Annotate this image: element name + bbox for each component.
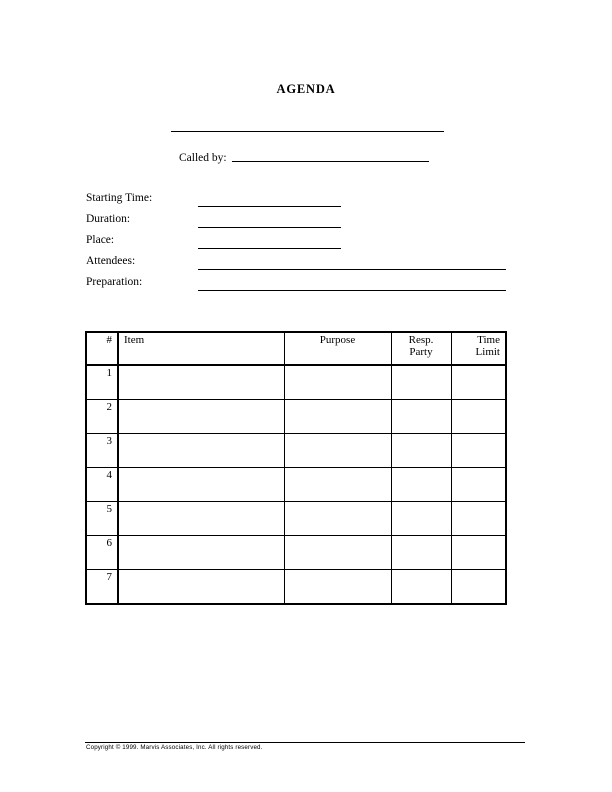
field-row-duration — [86, 213, 526, 234]
cell-purpose[interactable] — [284, 468, 391, 502]
cell-item[interactable] — [118, 400, 284, 434]
cell-time-limit[interactable] — [451, 570, 506, 605]
cell-number: 7 — [86, 570, 118, 605]
table-row — [86, 536, 506, 570]
field-row-place — [86, 234, 526, 255]
cell-item[interactable] — [118, 502, 284, 536]
cell-number: 4 — [86, 468, 118, 502]
field-row-attendees — [86, 255, 526, 276]
footer-divider — [85, 742, 525, 743]
cell-item[interactable] — [118, 365, 284, 400]
column-header-time-limit — [451, 332, 506, 365]
cell-time-limit[interactable] — [451, 365, 506, 400]
meeting-details-fields — [86, 192, 526, 297]
table-row — [86, 570, 506, 605]
column-header-item: Item — [118, 332, 284, 365]
table-row — [86, 365, 506, 400]
cell-purpose[interactable] — [284, 536, 391, 570]
called-by-row — [179, 146, 509, 164]
field-blank-line-attendees[interactable] — [198, 269, 506, 270]
cell-time-limit[interactable] — [451, 400, 506, 434]
cell-purpose[interactable] — [284, 434, 391, 468]
field-row-starting-time — [86, 192, 526, 213]
field-blank-line-preparation[interactable] — [198, 290, 506, 291]
agenda-table-body — [86, 365, 506, 604]
meeting-name-blank-line[interactable] — [171, 131, 444, 132]
cell-number: 2 — [86, 400, 118, 434]
column-header-resp-party-line2: Party — [409, 346, 433, 359]
column-header-time-limit-line1: Time — [477, 334, 500, 346]
copyright-notice: Copyright © 1999. Marvis Associates, Inc. All rights reserved. — [86, 744, 263, 751]
field-blank-line-duration[interactable] — [198, 227, 341, 228]
cell-number: 1 — [86, 365, 118, 400]
agenda-items-table — [85, 331, 507, 605]
field-label-place: Place: — [86, 234, 115, 246]
table-row — [86, 468, 506, 502]
cell-purpose[interactable] — [284, 570, 391, 605]
cell-resp-party[interactable] — [391, 400, 451, 434]
field-label-attendees: Attendees: — [86, 255, 136, 267]
field-label-duration: Duration: — [86, 213, 131, 225]
table-row — [86, 400, 506, 434]
column-header-resp-party-line1: Resp. — [408, 334, 434, 346]
cell-time-limit[interactable] — [451, 468, 506, 502]
cell-time-limit[interactable] — [451, 434, 506, 468]
field-row-preparation — [86, 276, 526, 297]
cell-item[interactable] — [118, 536, 284, 570]
field-blank-line-starting-time[interactable] — [198, 206, 341, 207]
called-by-blank-line[interactable] — [232, 161, 429, 162]
cell-item[interactable] — [118, 468, 284, 502]
called-by-label: Called by: — [179, 152, 227, 164]
cell-resp-party[interactable] — [391, 365, 451, 400]
cell-resp-party[interactable] — [391, 434, 451, 468]
cell-purpose[interactable] — [284, 365, 391, 400]
cell-item[interactable] — [118, 434, 284, 468]
table-row — [86, 434, 506, 468]
cell-number: 3 — [86, 434, 118, 468]
field-label-preparation: Preparation: — [86, 276, 143, 288]
cell-item[interactable] — [118, 570, 284, 605]
cell-number: 5 — [86, 502, 118, 536]
field-label-starting-time: Starting Time: — [86, 192, 153, 204]
cell-resp-party[interactable] — [391, 468, 451, 502]
table-row — [86, 502, 506, 536]
cell-number: 6 — [86, 536, 118, 570]
cell-resp-party[interactable] — [391, 536, 451, 570]
cell-purpose[interactable] — [284, 502, 391, 536]
cell-time-limit[interactable] — [451, 502, 506, 536]
column-header-resp-party — [391, 332, 451, 365]
page-title: AGENDA — [276, 82, 336, 96]
cell-purpose[interactable] — [284, 400, 391, 434]
column-header-purpose: Purpose — [284, 332, 391, 365]
table-header-row — [86, 332, 506, 365]
column-header-number: # — [86, 332, 118, 365]
cell-resp-party[interactable] — [391, 570, 451, 605]
cell-time-limit[interactable] — [451, 536, 506, 570]
field-blank-line-place[interactable] — [198, 248, 341, 249]
column-header-time-limit-line2: Limit — [475, 346, 500, 359]
cell-resp-party[interactable] — [391, 502, 451, 536]
